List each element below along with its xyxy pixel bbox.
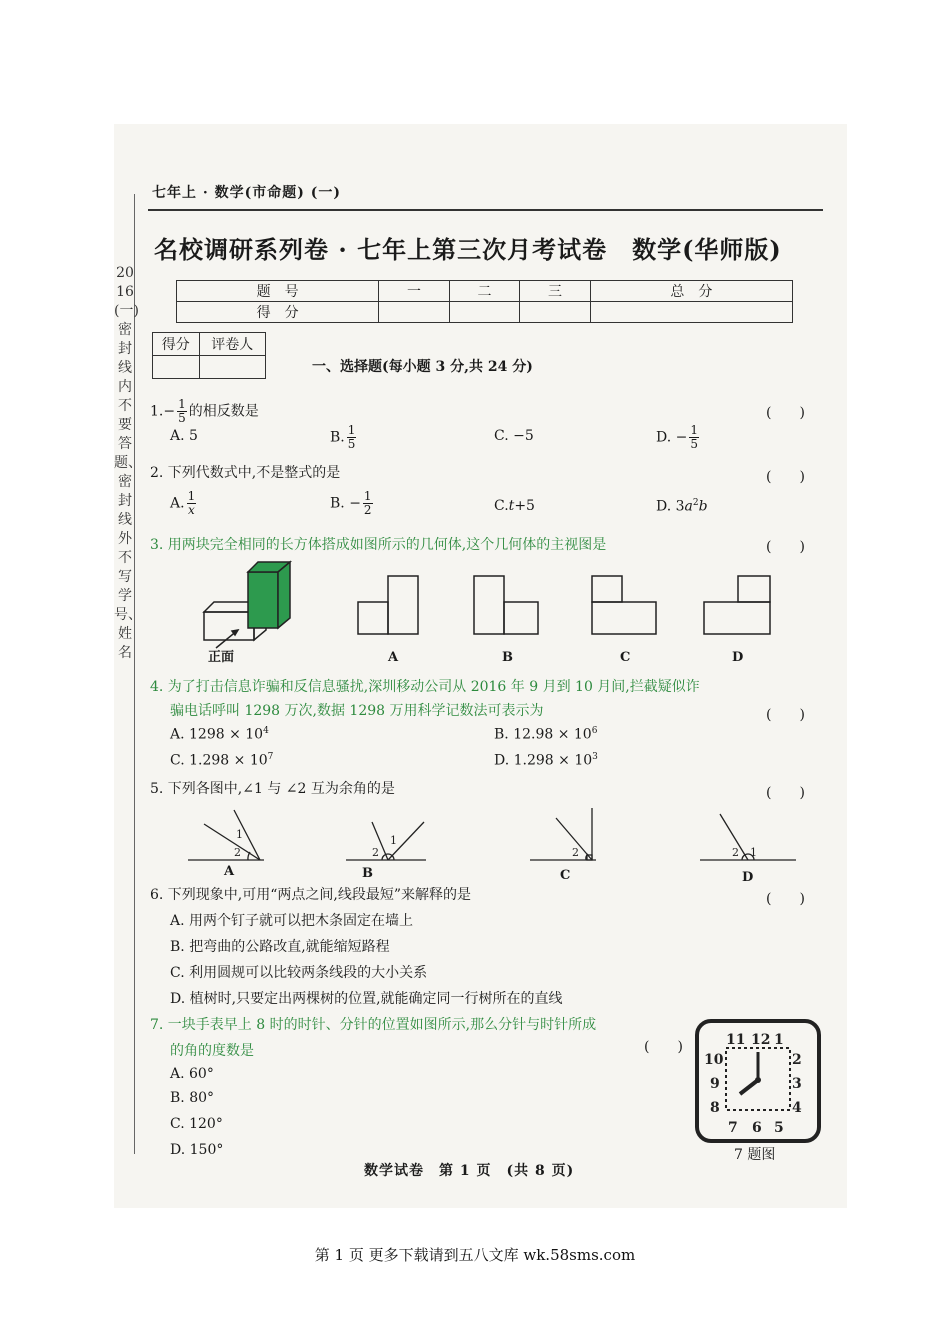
q3-label-a: A	[388, 650, 399, 665]
clock-number: 8	[710, 1100, 720, 1116]
q5-label-b: B	[362, 866, 373, 881]
clock-number: 2	[792, 1052, 802, 1068]
q4-a-sup: 4	[263, 726, 269, 736]
q4-option-c	[170, 752, 273, 769]
q1-d-prefix: D. −	[656, 429, 688, 446]
q2-d-sup: 2	[692, 498, 699, 508]
q1-option-b	[330, 424, 358, 451]
q7-option-b: B. 80°	[170, 1090, 215, 1106]
grader-name-cell[interactable]	[199, 356, 265, 379]
q2-c-prefix: C.	[494, 498, 509, 514]
score-input-cell[interactable]	[449, 302, 520, 323]
q5-b-angle2: 2	[372, 846, 379, 859]
q3-front-face	[204, 612, 254, 640]
q5-figure-d	[696, 804, 800, 866]
score-table-cell: 一	[379, 281, 450, 302]
q2-a-den: x	[187, 503, 195, 517]
q3-label-b: B	[502, 650, 513, 665]
question-3: 3. 用两块完全相同的长方体搭成如图所示的几何体,这个几何体的主视图是	[150, 537, 607, 553]
clock-number: 6	[752, 1120, 762, 1136]
exam-title: 名校调研系列卷 · 七年上第三次月考试卷 数学(华师版)	[154, 235, 782, 264]
clock-number: 7	[728, 1120, 738, 1136]
question-1	[150, 398, 259, 425]
score-input-cell[interactable]	[520, 302, 591, 323]
q4-a-text: A. 1298 × 10	[170, 726, 264, 743]
answer-blank[interactable]: ( )	[766, 539, 805, 555]
q5-figure-a	[184, 804, 272, 866]
q2-c-var: t	[508, 498, 515, 514]
q7-option-a: A. 60°	[170, 1066, 214, 1082]
grader-name-label: 评卷人	[199, 333, 265, 356]
q2-option-d	[656, 498, 708, 515]
q5-a-angle1: 1	[236, 828, 243, 841]
q5-d-angle1: 1	[750, 846, 757, 859]
q5-figure-c	[526, 804, 606, 866]
q6-option-b: B. 把弯曲的公路改直,就能缩短路程	[170, 939, 390, 955]
running-head: 七年上 · 数学(市命题) (一)	[152, 185, 341, 201]
answer-blank[interactable]: ( )	[644, 1039, 683, 1055]
score-table-cell: 总 分	[590, 281, 792, 302]
header-rule	[148, 209, 823, 211]
q1-option-d	[656, 424, 701, 451]
section-heading: 一、选择题(每小题 3 分,共 24 分)	[312, 359, 533, 375]
question-6: 6. 下列现象中,可用“两点之间,线段最短”来解释的是	[150, 887, 472, 903]
q7-option-d: D. 150°	[170, 1142, 224, 1158]
q5-b-angle1: 1	[390, 834, 397, 847]
score-table	[176, 280, 793, 323]
q1-suffix: 的相反数是	[188, 403, 259, 420]
q2-d-var2: b	[698, 498, 708, 515]
question-4-line2: 骗电话呼叫 1298 万次,数据 1298 万用科学记数法可表示为	[170, 703, 544, 719]
q6-option-c: C. 利用圆规可以比较两条线段的大小关系	[170, 965, 428, 981]
q2-b-prefix: B. −	[330, 495, 361, 512]
q7-figure-caption: 7 题图	[734, 1147, 776, 1163]
q2-c-rest: +5	[514, 498, 535, 514]
question-7-line2: 的角的度数是	[170, 1043, 254, 1059]
q5-c-angle2: 2	[572, 846, 579, 859]
grader-score-label: 得分	[153, 333, 200, 356]
q2-b-num: 1	[363, 489, 372, 503]
q2-d-var: a	[684, 498, 693, 515]
question-4-line1: 4. 为了打击信息诈骗和反信息骚扰,深圳移动公司从 2016 年 9 月到 10 月间,拦截疑似诈	[150, 679, 700, 695]
q3-option-a-figure	[354, 572, 424, 638]
clock-hour-hand	[740, 1080, 758, 1094]
q3-solid-figure	[194, 558, 304, 658]
score-table-cell: 二	[449, 281, 520, 302]
grader-score-cell[interactable]	[153, 356, 200, 379]
q1-prefix: 1.−	[150, 403, 176, 420]
q4-b-sup: 6	[591, 726, 598, 736]
question-2: 2. 下列代数式中,不是整式的是	[150, 465, 341, 481]
seal-line-text	[114, 264, 142, 663]
q4-b-text: B. 12.98 × 10	[494, 726, 592, 743]
q2-option-b	[330, 490, 375, 517]
q4-c-text: C. 1.298 × 10	[170, 752, 268, 769]
answer-blank[interactable]: ( )	[766, 785, 805, 801]
clock-number: 4	[792, 1100, 802, 1116]
q1-d-den: 5	[690, 437, 698, 451]
q1-option-c: C. −5	[494, 428, 534, 444]
q3-front-label: 正面	[208, 650, 235, 665]
page-footer: 第 1 页 更多下载请到五八文库 wk.58sms.com	[314, 1246, 636, 1264]
q4-option-a	[170, 726, 269, 743]
q4-d-text: D. 1.298 × 10	[494, 752, 593, 769]
q2-a-prefix: A.	[170, 495, 185, 512]
q1-den: 5	[178, 411, 186, 425]
answer-blank[interactable]: ( )	[766, 707, 805, 723]
q3-option-c-figure	[588, 572, 662, 638]
q3-label-c: C	[620, 650, 631, 665]
q5-figure-b	[342, 804, 432, 866]
inner-page-footer: 数学试卷 第 1 页 (共 8 页)	[364, 1163, 575, 1179]
q5-label-d: D	[742, 870, 754, 885]
q1-fraction	[177, 398, 187, 425]
clock-number: 12	[751, 1032, 771, 1048]
answer-blank[interactable]: ( )	[766, 469, 805, 485]
q3-option-b-figure	[470, 572, 544, 638]
q4-d-sup: 3	[592, 752, 598, 762]
answer-blank[interactable]: ( )	[766, 891, 805, 907]
question-7-line1: 7. 一块手表早上 8 时的时针、分针的位置如图所示,那么分针与时针所成	[150, 1017, 597, 1033]
score-table-cell: 得 分	[177, 302, 379, 323]
q1-b-num: 1	[347, 423, 356, 437]
q6-option-a: A. 用两个钉子就可以把木条固定在墙上	[170, 913, 414, 929]
score-table-cell: 题 号	[177, 281, 379, 302]
q5-label-c: C	[560, 868, 571, 883]
q4-option-b	[494, 726, 597, 743]
question-5: 5. 下列各图中,∠1 与 ∠2 互为余角的是	[150, 781, 395, 797]
q4-c-sup: 7	[267, 752, 274, 762]
q3-label-d: D	[732, 650, 744, 665]
scanned-exam-page	[114, 124, 847, 1208]
q5-d-angle2: 2	[732, 846, 739, 859]
clock-number: 3	[792, 1076, 802, 1092]
q1-b-prefix: B.	[330, 429, 345, 446]
q7-clock-figure	[694, 1018, 822, 1144]
q2-a-fraction	[187, 490, 197, 517]
q1-d-num: 1	[690, 423, 698, 437]
q2-option-a	[170, 490, 198, 517]
clock-number: 9	[710, 1076, 720, 1092]
clock-number: 10	[704, 1052, 724, 1068]
q1-num: 1	[178, 397, 186, 411]
q4-option-d	[494, 752, 598, 769]
q5-a-angle2: 2	[234, 846, 241, 859]
q5-label-a: A	[224, 864, 235, 879]
q2-option-c	[494, 498, 535, 514]
q7-option-c: C. 120°	[170, 1116, 223, 1132]
q1-d-fraction	[689, 424, 699, 451]
score-input-cell[interactable]	[590, 302, 792, 323]
score-input-cell[interactable]	[379, 302, 450, 323]
q2-b-fraction	[363, 490, 373, 517]
q1-b-fraction	[347, 424, 357, 451]
seal-line-label: 2016(一)密封线内不要答题、密封线外不写学号、姓名	[114, 265, 142, 661]
score-table-cell: 三	[520, 281, 591, 302]
q6-option-d: D. 植树时,只要定出两棵树的位置,就能确定同一行树所在的直线	[170, 991, 563, 1007]
q2-a-num: 1	[187, 489, 196, 503]
q1-option-a: A. 5	[170, 428, 198, 444]
clock-number: 5	[774, 1120, 784, 1136]
q3-option-d-figure	[700, 572, 776, 638]
grader-box	[152, 332, 266, 379]
answer-blank[interactable]: ( )	[766, 405, 805, 421]
q2-b-den: 2	[363, 503, 372, 517]
clock-number: 1	[774, 1032, 784, 1048]
q2-d-prefix: D. 3	[656, 498, 685, 515]
clock-number: 11	[726, 1032, 746, 1048]
q1-b-den: 5	[347, 437, 356, 451]
